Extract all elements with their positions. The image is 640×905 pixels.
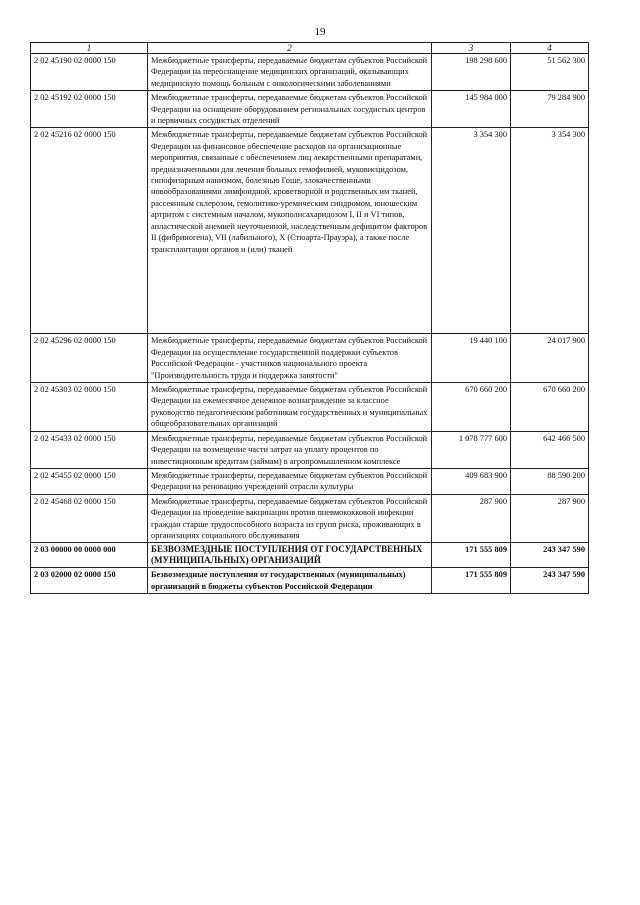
row-value-col4: 88 590 200 [511, 468, 589, 494]
row-code: 2 03 02000 02 0000 150 [31, 568, 148, 594]
table-row [31, 568, 589, 594]
header-col-2: 2 [148, 43, 432, 54]
row-value-col3: 409 683 900 [432, 468, 511, 494]
table-row [31, 91, 589, 128]
page-number: 19 [314, 26, 326, 38]
table-row [31, 334, 589, 383]
row-value-col4: 243 347 590 [511, 568, 589, 594]
row-code: 2 02 45433 02 0000 150 [31, 431, 148, 468]
table-row [31, 54, 589, 91]
row-code: 2 02 45190 02 0000 150 [31, 54, 148, 91]
row-value-col4: 243 347 590 [511, 543, 589, 568]
row-value-col3: 3 354 300 [432, 128, 511, 334]
row-value-col4: 670 660 200 [511, 383, 589, 432]
row-value-col3: 171 555 809 [432, 568, 511, 594]
header-col-3: 3 [432, 43, 511, 54]
table-row [31, 431, 589, 468]
row-code: 2 02 45455 02 0000 150 [31, 468, 148, 494]
row-name: Межбюджетные трансферты, передаваемые бюджетам субъектов Российской Федерации на осуществление государственной поддержки субъектов Российской Федерации - участников национального проекта "Производительность труда и поддержка занятости" [148, 334, 432, 383]
row-name: Межбюджетные трансферты, передаваемые бюджетам субъектов Российской Федерации на возмещение части затрат на уплату процентов по инвестиционным кредитам (займам) в агропромышленном комплексе [148, 431, 432, 468]
row-value-col4: 642 466 500 [511, 431, 589, 468]
row-code: 2 02 45296 02 0000 150 [31, 334, 148, 383]
table-row [31, 543, 589, 568]
table-row [31, 128, 589, 334]
row-name: Межбюджетные трансферты, передаваемые бюджетам субъектов Российской Федерации на оснащение оборудованием региональных сосудистых центров и первичных сосудистых отделений [148, 91, 432, 128]
row-value-col3: 19 440 100 [432, 334, 511, 383]
table-row [31, 494, 589, 543]
row-name: Безвозмездные поступления от государственных (муниципальных) организаций в бюджеты субъектов Российской Федерации [148, 568, 432, 594]
row-value-col4: 51 562 300 [511, 54, 589, 91]
row-name: Межбюджетные трансферты, передаваемые бюджетам субъектов Российской Федерации на реновацию учреждений отрасли культуры [148, 468, 432, 494]
row-value-col4: 3 354 300 [511, 128, 589, 334]
row-value-col4: 24 017 900 [511, 334, 589, 383]
row-name: БЕЗВОЗМЕЗДНЫЕ ПОСТУПЛЕНИЯ ОТ ГОСУДАРСТВЕННЫХ (МУНИЦИПАЛЬНЫХ) ОРГАНИЗАЦИЙ [148, 543, 432, 568]
table-row [31, 383, 589, 432]
row-value-col3: 1 078 777 600 [432, 431, 511, 468]
row-name: Межбюджетные трансферты, передаваемые бюджетам субъектов Российской Федерации на ежемесячное денежное вознаграждение за классное руководство педагогическим работникам государственных и муниципальных общеобразовательных организаций [148, 383, 432, 432]
row-value-col3: 670 660 200 [432, 383, 511, 432]
row-name: Межбюджетные трансферты, передаваемые бюджетам субъектов Российской Федерации на проведение вакцинации против пневмококковой инфекции граждан старше трудоспособного возраста из групп риска, проживающих в организациях социального обслуживания [148, 494, 432, 543]
row-value-col4: 79 284 900 [511, 91, 589, 128]
row-code: 2 02 45192 02 0000 150 [31, 91, 148, 128]
row-value-col3: 145 984 000 [432, 91, 511, 128]
table-header-row [31, 43, 589, 54]
row-value-col3: 198 298 600 [432, 54, 511, 91]
budget-table [30, 42, 589, 594]
table-body [31, 54, 589, 594]
header-col-4: 4 [511, 43, 589, 54]
row-code: 2 02 45216 02 0000 150 [31, 128, 148, 334]
header-col-1: 1 [31, 43, 148, 54]
row-code: 2 02 45303 02 0000 150 [31, 383, 148, 432]
row-code: 2 03 00000 00 0000 000 [31, 543, 148, 568]
table-row [31, 468, 589, 494]
row-code: 2 02 45468 02 0000 150 [31, 494, 148, 543]
row-value-col3: 287 900 [432, 494, 511, 543]
row-value-col4: 287 900 [511, 494, 589, 543]
row-value-col3: 171 555 809 [432, 543, 511, 568]
row-name: Межбюджетные трансферты, передаваемые бюджетам субъектов Российской Федерации на переоснащение медицинских организаций, оказывающих медицинскую помощь больным с онкологическими заболеваниями [148, 54, 432, 91]
row-name: Межбюджетные трансферты, передаваемые бюджетам субъектов Российской Федерации на финансовое обеспечение расходов на организационные мероприятия, связанные с обеспечением лиц лекарственными препаратами, предназначенными для лечения больных гемофилией, муковисцидозом, гипофизарным нанизмом, болезнью Гоше, злокачественными новообразованиями лимфоидной, кроветворной и родственных им тканей, рассеянным склерозом, гемолитико-уремическим синдромом, юношеским артритом с системным началом, мукополисахаридозом I, II и VI типов, апластической анемией неуточненной, наследственным дефицитом факторов II (фибриногена), VII (лабильного), X (Стюарта-Прауэра), а также после трансплантации органов и (или) тканей [148, 128, 432, 334]
